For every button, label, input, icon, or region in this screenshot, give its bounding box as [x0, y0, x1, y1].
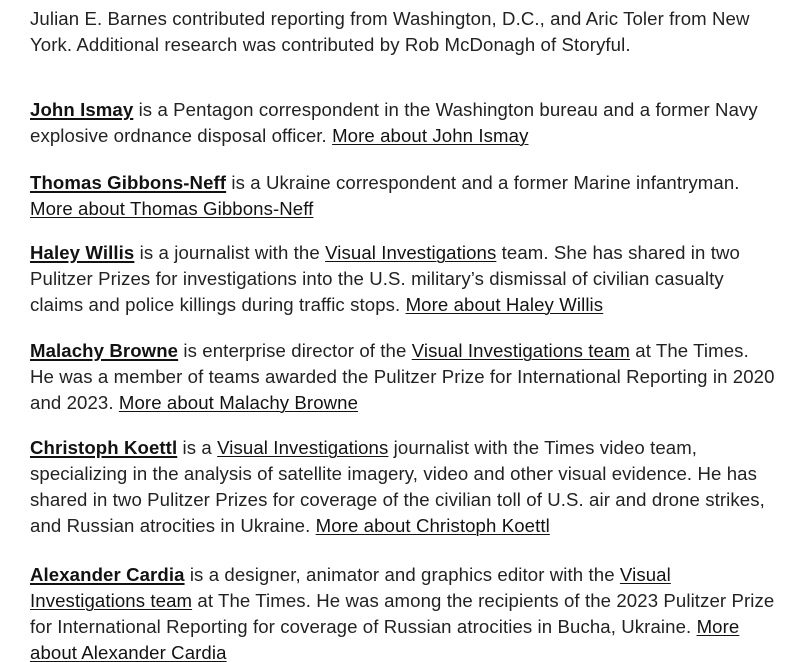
author-name-link[interactable]: John Ismay	[30, 99, 134, 120]
visual-investigations-link[interactable]: Visual Investigations	[325, 242, 497, 263]
visual-investigations-link[interactable]: Visual Investigations team	[411, 340, 630, 361]
author-name-link[interactable]: Christoph Koettl	[30, 437, 178, 458]
more-about-link[interactable]: More about Alexander Cardia	[30, 616, 740, 662]
author-bio-text: is a designer, animator and graphics editor with the	[184, 564, 620, 585]
author-bio-text: journalist with the Times video team, specializing in the analysis of satellite imagery, video and other visual evidence. He has shared in two Pulitzer Prizes for coverage of the civilian toll of U.S. air and drone strikes, and Russian atrocities in Ukraine.	[30, 437, 765, 536]
author-bio-text: is a Pentagon correspondent in the Washington bureau and a former Navy explosive ordnance disposal officer.	[30, 99, 758, 146]
visual-investigations-link[interactable]: Visual Investigations	[217, 437, 389, 458]
contributors-note-line1: Julian E. Barnes contributed reporting from Washington, D.C., and Aric Toler from New	[30, 8, 750, 29]
author-bio-text: at The Times. He was a member of teams awarded the Pulitzer Prize for International Reporting in 2020 and 2023.	[30, 340, 775, 413]
author-bio-text: at The Times. He was among the recipients of the 2023 Pulitzer Prize for International Reporting for coverage of Russian atrocities in Bucha, Ukraine.	[30, 590, 775, 637]
more-about-link[interactable]: More about Christoph Koettl	[315, 515, 550, 536]
contributors-note-line2: York. Additional research was contributed by Rob McDonagh of Storyful.	[30, 34, 631, 55]
author-bio-malachy-browne	[30, 338, 776, 416]
more-about-link[interactable]: More about Thomas Gibbons-Neff	[30, 198, 314, 219]
author-bio-text: is a	[177, 437, 218, 458]
more-about-link[interactable]: More about John Ismay	[332, 125, 529, 146]
author-bio-text: is enterprise director of the	[178, 340, 412, 361]
author-name-link[interactable]: Thomas Gibbons-Neff	[30, 172, 227, 193]
author-bio-alexander-cardia	[30, 562, 776, 662]
author-bio-text: team. She has shared in two Pulitzer Prizes for investigations into the U.S. military’s dismissal of civilian casualty claims and police killings during traffic stops.	[30, 242, 740, 315]
author-bio-thomas-gibbons-neff	[30, 170, 776, 222]
more-about-link[interactable]: More about Haley Willis	[405, 294, 604, 315]
author-bio-haley-willis	[30, 240, 776, 318]
author-bio-christoph-koettl	[30, 435, 776, 539]
author-bio-text: is a Ukraine correspondent and a former Marine infantryman.	[226, 172, 740, 193]
author-bio-text: is a journalist with the	[134, 242, 326, 263]
more-about-link[interactable]: More about Malachy Browne	[118, 392, 359, 413]
visual-investigations-link[interactable]: Visual Investigations team	[30, 564, 671, 611]
author-name-link[interactable]: Malachy Browne	[30, 340, 179, 361]
author-name-link[interactable]: Haley Willis	[30, 242, 135, 263]
contributors-note	[30, 6, 776, 58]
author-bio-john-ismay	[30, 97, 776, 149]
author-name-link[interactable]: Alexander Cardia	[30, 564, 185, 585]
